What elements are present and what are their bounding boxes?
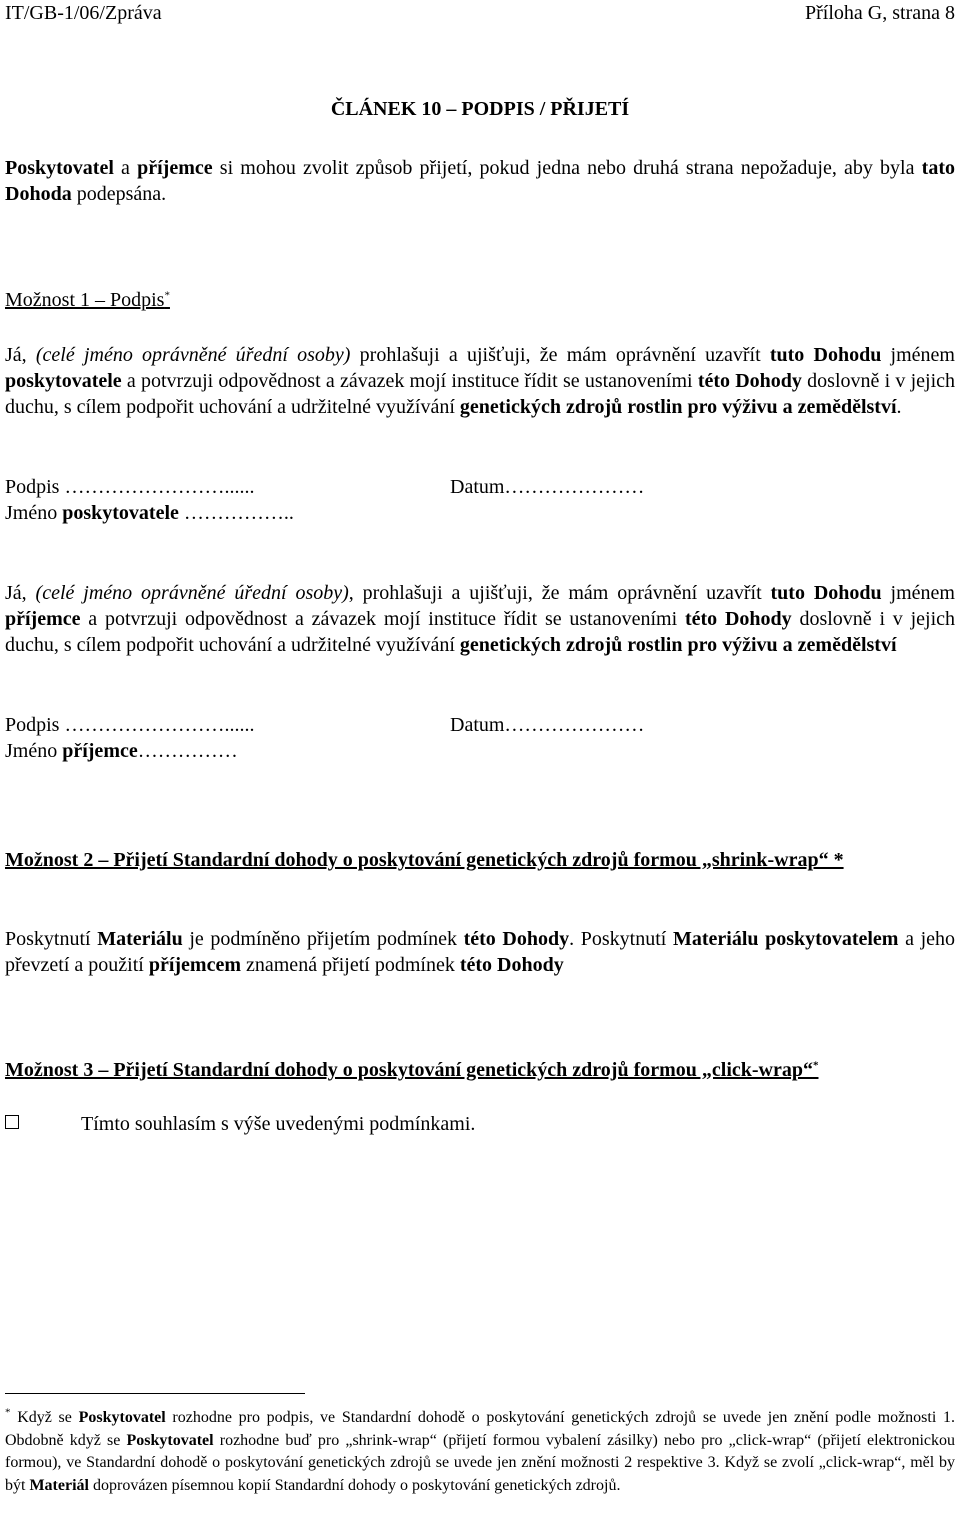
recipient-date-line[interactable]: Datum………………… — [450, 714, 645, 736]
footnote-marker: * — [5, 1406, 11, 1419]
header-page-number: Příloha G, strana 8 — [805, 2, 955, 24]
text-run: (celé jméno oprávněné úřední osoby) — [35, 582, 349, 604]
text-run: Když se — [10, 1409, 79, 1426]
text-run: příjemce — [137, 157, 213, 179]
text-run: této Dohody — [463, 928, 570, 950]
text-run: této Dohody — [459, 954, 564, 976]
page-header — [5, 0, 955, 26]
text-run: této Dohody — [684, 608, 792, 630]
text-run: . — [896, 396, 902, 418]
option1-heading — [5, 287, 955, 313]
option1-heading-text: Možnost 1 – Podpis* — [5, 289, 170, 311]
provider-name-line[interactable]: Jméno poskytovatele …………….. — [5, 502, 294, 524]
text-run: tato Dohoda — [5, 157, 955, 205]
footnote-separator — [5, 1393, 305, 1394]
recipient-signature-line[interactable]: Podpis ……………………...... — [5, 714, 255, 736]
provider-signature-line[interactable]: Podpis ……………………...... — [5, 476, 255, 498]
text-run: (celé jméno oprávněné úřední osoby) — [35, 344, 351, 366]
article-title: ČLÁNEK 10 – PODPIS / PŘIJETÍ — [330, 98, 630, 120]
agreement-checkbox-label: Tímto souhlasím s výše uvedenými podmínkami. — [81, 1113, 476, 1135]
text-run: a jeho převzetí a použití — [5, 928, 956, 976]
text-run: této Dohody — [697, 370, 802, 392]
option3-heading: Možnost 3 – Přijetí Standardní dohody o poskytování genetických zdrojů formou „click-wrap“* — [5, 1059, 819, 1081]
agreement-checkbox-row[interactable] — [5, 1111, 955, 1137]
text-run: jménem — [881, 582, 955, 604]
text-run: Materiálu — [672, 928, 759, 950]
text-run: podepsána. — [71, 183, 167, 205]
text-run: Materiál — [29, 1477, 89, 1495]
text-run: Já, — [5, 344, 36, 366]
recipient-declaration — [5, 580, 955, 658]
provider-declaration — [5, 342, 955, 420]
recipient-name-line[interactable]: Jméno příjemce…………… — [5, 740, 238, 762]
option2-paragraph — [5, 926, 955, 978]
text-run: genetických zdrojů rostlin pro výživu a zemědělství — [459, 634, 897, 656]
text-run: rozhodne buď pro „shrink-wrap“ (přijetí formou vybalení zásilky) nebo pro „click-wrap“ (přijetí elektronickou formou), ve Standardní dohodě o poskytování genetických zdrojů se uvede jen znění možnosti 2 respektive 3. Když se zvolí „click-wrap“, měl by být — [5, 1431, 955, 1495]
option2-heading: Možnost 2 – Přijetí Standardní dohody o poskytování genetických zdrojů formou „shrink-wrap“ * — [5, 849, 844, 871]
text-run: tuto Dohodu — [769, 344, 882, 366]
header-document-id: IT/GB-1/06/Zpráva — [5, 2, 162, 24]
text-run: Materiálu — [97, 928, 183, 950]
document-page — [5, 0, 955, 1521]
text-run: Já, — [5, 582, 36, 604]
intro-paragraph — [5, 155, 955, 207]
text-run: Poskytnutí — [5, 928, 98, 950]
text-run: poskytovatele — [5, 370, 122, 392]
text-run: doslovně i v jejich duchu, s cílem podpořit uchování a udržitelné využívání — [5, 608, 956, 656]
text-run: znamená přijetí podmínek — [241, 954, 460, 976]
text-run: jménem — [881, 344, 955, 366]
text-run: a potvrzuji odpovědnost a závazek mojí instituce řídit se ustanoveními — [121, 370, 698, 392]
text-run: příjemce — [5, 608, 81, 630]
text-run: si mohou zvolit způsob přijetí, pokud jedna nebo druhá strana nepožaduje, aby byla — [212, 157, 922, 179]
text-run: tuto Dohodu — [770, 582, 882, 604]
agreement-checkbox[interactable] — [5, 1115, 19, 1129]
text-run: doprovázen písemnou kopií Standardní dohody o poskytování genetických zdrojů. — [88, 1477, 621, 1495]
text-run: Poskytovatel — [78, 1409, 166, 1426]
text-run: genetických zdrojů rostlin pro výživu a zemědělství — [459, 396, 897, 418]
text-run: příjemcem — [148, 954, 241, 976]
text-run: Poskytovatel — [5, 157, 114, 179]
footnote — [5, 1407, 955, 1498]
text-run: a potvrzuji odpovědnost a závazek mojí instituce řídit se ustanoveními — [80, 608, 685, 630]
text-run: , prohlašuji a ujišťuji, že mám oprávnění uzavřít — [348, 582, 771, 604]
text-run: poskytovatelem — [765, 928, 899, 950]
text-run: prohlašuji a ujišťuji, že mám oprávnění uzavřít — [350, 344, 770, 366]
text-run: rozhodne pro podpis, ve Standardní dohodě o poskytování genetických zdrojů se uvede jen znění podle možnosti 1. Obdobně když se — [5, 1409, 955, 1449]
provider-date-line[interactable]: Datum………………… — [450, 476, 645, 498]
text-run: je podmíněno přijetím podmínek — [182, 928, 464, 950]
text-run: . Poskytnutí — [569, 928, 673, 950]
text-run: doslovně i v jejich duchu, s cílem podpořit uchování a udržitelné využívání — [5, 370, 956, 418]
text-run: a — [113, 157, 138, 179]
text-run: Poskytovatel — [126, 1431, 214, 1449]
